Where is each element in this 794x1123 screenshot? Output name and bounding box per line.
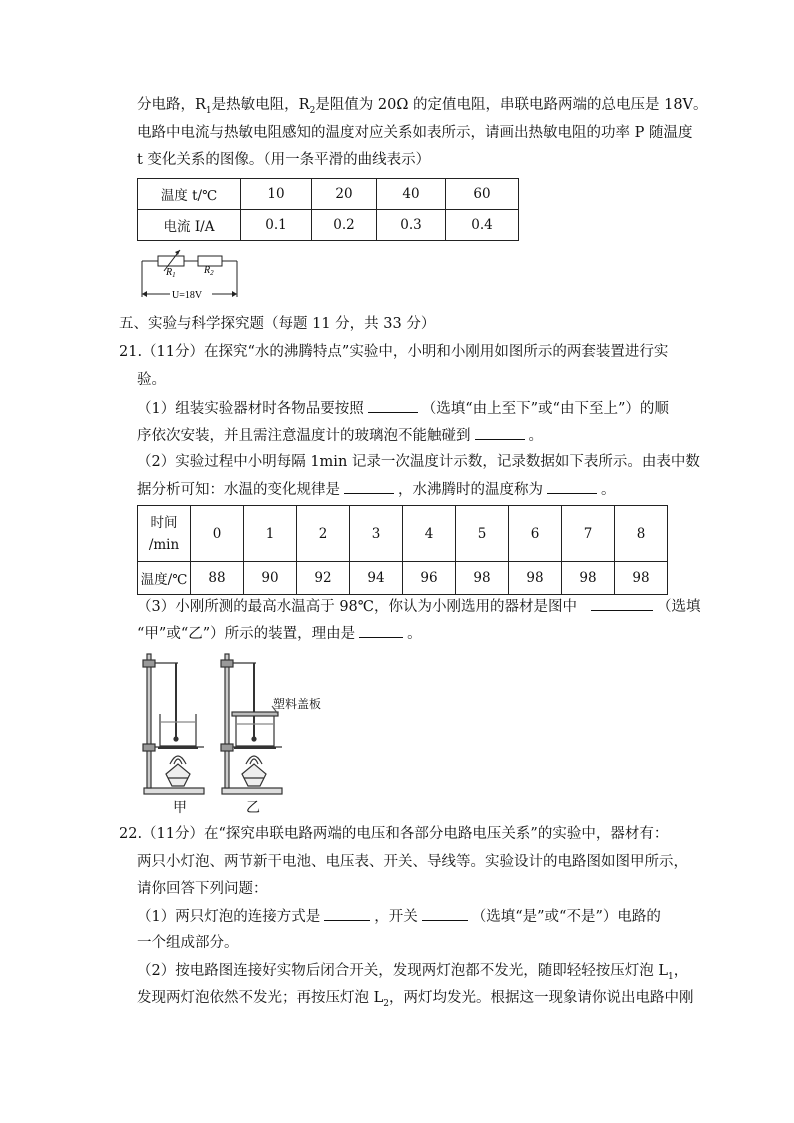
apparatus-yi xyxy=(221,654,282,794)
q22-part2-line2: 发现两灯泡依然不发光；再按压灯泡 $L_2$，两灯均发光。根据这一现象请你说出电路中刚 xyxy=(137,990,694,1009)
q20-table xyxy=(137,178,519,241)
q21-part1-line2: 序依次安装，并且需注意温度计的玻璃泡不能触碰到 。 xyxy=(137,425,543,446)
q22-part1-line2: 一个组成部分。 xyxy=(137,935,239,951)
q20-table-header-current: 电流 I/A xyxy=(138,210,241,241)
section-title: 五、实验与科学探究题（每题 11 分，共 33 分） xyxy=(119,316,436,332)
voltage-label: U=18V xyxy=(172,290,203,301)
label-jia: 甲 xyxy=(173,800,187,816)
q22-stem-1: 22.（11分）在“探究串联电路两端的电压和各部分电路电压关系”的实验中，器材有： xyxy=(119,826,669,842)
answer-blank[interactable] xyxy=(422,906,468,921)
q21-table-cell: 98 xyxy=(509,562,562,595)
q21-part3-line1: （3）小刚所测的最高水温高于 98℃，你认为小刚选用的器材是图中 （选填 xyxy=(137,596,701,617)
q20-table-cell: 60 xyxy=(446,179,519,210)
q21-part3-line2: “甲”或“乙”）所示的装置，理由是 。 xyxy=(137,623,422,644)
q21-table-cell: 90 xyxy=(244,562,297,595)
q20-line-2: 电路中电流与热敏电阻感知的温度对应关系如表所示，请画出热敏电阻的功率 P 随温度 xyxy=(137,125,693,141)
q21-table-header-time: 时间 /min xyxy=(138,506,191,562)
answer-blank[interactable] xyxy=(324,906,370,921)
q21-table-cell: 3 xyxy=(350,506,403,562)
q22-part2-line1: （2）按电路图连接好实物后闭合开关，发现两灯泡都不发光，随即轻轻按压灯泡 $L_1$， xyxy=(137,963,689,982)
answer-blank[interactable] xyxy=(368,398,418,413)
q21-table-cell: 94 xyxy=(350,562,403,595)
q21-stem-2: 验。 xyxy=(137,372,166,388)
q22-stem-2: 两只小灯泡、两节新干电池、电压表、开关、导线等。实验设计的电路图如图甲所示， xyxy=(137,854,688,870)
q22-part1-line1: （1）两只灯泡的连接方式是 ，开关 （选填“是”或“不是”）电路的 xyxy=(137,906,661,927)
q21-table-cell: 98 xyxy=(562,562,615,595)
q20-circuit-diagram xyxy=(140,244,240,302)
q20-table-cell: 0.3 xyxy=(377,210,446,241)
answer-blank[interactable] xyxy=(475,425,525,440)
q21-table-cell: 7 xyxy=(562,506,615,562)
r1-label: $R_1$ xyxy=(166,267,176,279)
q21-table-cell: 0 xyxy=(191,506,244,562)
q20-table-cell: 40 xyxy=(377,179,446,210)
q21-part2-line1: （2）实验过程中小明每隔 1min 记录一次温度计示数，记录数据如下表所示。由表中数 xyxy=(137,454,700,470)
q21-table-cell: 8 xyxy=(615,506,668,562)
boiling-apparatus-figure xyxy=(140,652,340,816)
q21-table-cell: 6 xyxy=(509,506,562,562)
q20-table-cell: 10 xyxy=(241,179,312,210)
answer-blank[interactable] xyxy=(359,623,403,638)
q20-table-header-temp: 温度 t/℃ xyxy=(138,179,241,210)
q21-table-cell: 98 xyxy=(615,562,668,595)
q21-table-cell: 96 xyxy=(403,562,456,595)
q20-table-cell: 0.1 xyxy=(241,210,312,241)
q21-part1-line1: （1）组装实验器材时各物品要按照 （选填“由上至下”或“由下至上”）的顺 xyxy=(137,398,669,419)
q21-stem-1: 21.（11分）在探究“水的沸腾特点”实验中，小明和小刚用如图所示的两套装置进行实 xyxy=(119,344,669,360)
q20-table-cell: 0.2 xyxy=(312,210,377,241)
lid-label: 塑料盖板 xyxy=(273,697,322,711)
q21-table xyxy=(137,505,668,595)
answer-blank[interactable] xyxy=(547,479,597,494)
q20-line-3: t 变化关系的图像。（用一条平滑的曲线表示） xyxy=(137,152,431,168)
apparatus-jia xyxy=(143,654,204,794)
label-yi: 乙 xyxy=(246,800,260,816)
q22-stem-3: 请你回答下列问题： xyxy=(137,881,268,897)
q21-table-cell: 88 xyxy=(191,562,244,595)
q21-table-cell: 5 xyxy=(456,506,509,562)
q21-part2-line2: 据分析可知：水温的变化规律是 ，水沸腾时的温度称为 。 xyxy=(137,479,616,500)
q21-table-cell: 1 xyxy=(244,506,297,562)
r2-label: $R_2$ xyxy=(204,265,214,277)
answer-blank[interactable] xyxy=(344,479,394,494)
q21-table-cell: 92 xyxy=(297,562,350,595)
q21-table-header-temp: 温度/℃ xyxy=(138,562,191,595)
answer-blank[interactable] xyxy=(591,596,653,611)
q21-table-cell: 4 xyxy=(403,506,456,562)
q21-table-cell: 98 xyxy=(456,562,509,595)
q20-table-cell: 20 xyxy=(312,179,377,210)
q21-table-cell: 2 xyxy=(297,506,350,562)
q20-table-cell: 0.4 xyxy=(446,210,519,241)
q20-line-1: 分电路，$R_1$是热敏电阻，$R_2$是阻值为 20Ω 的定值电阻，串联电路两端的总电压是 18V。 xyxy=(137,97,708,116)
